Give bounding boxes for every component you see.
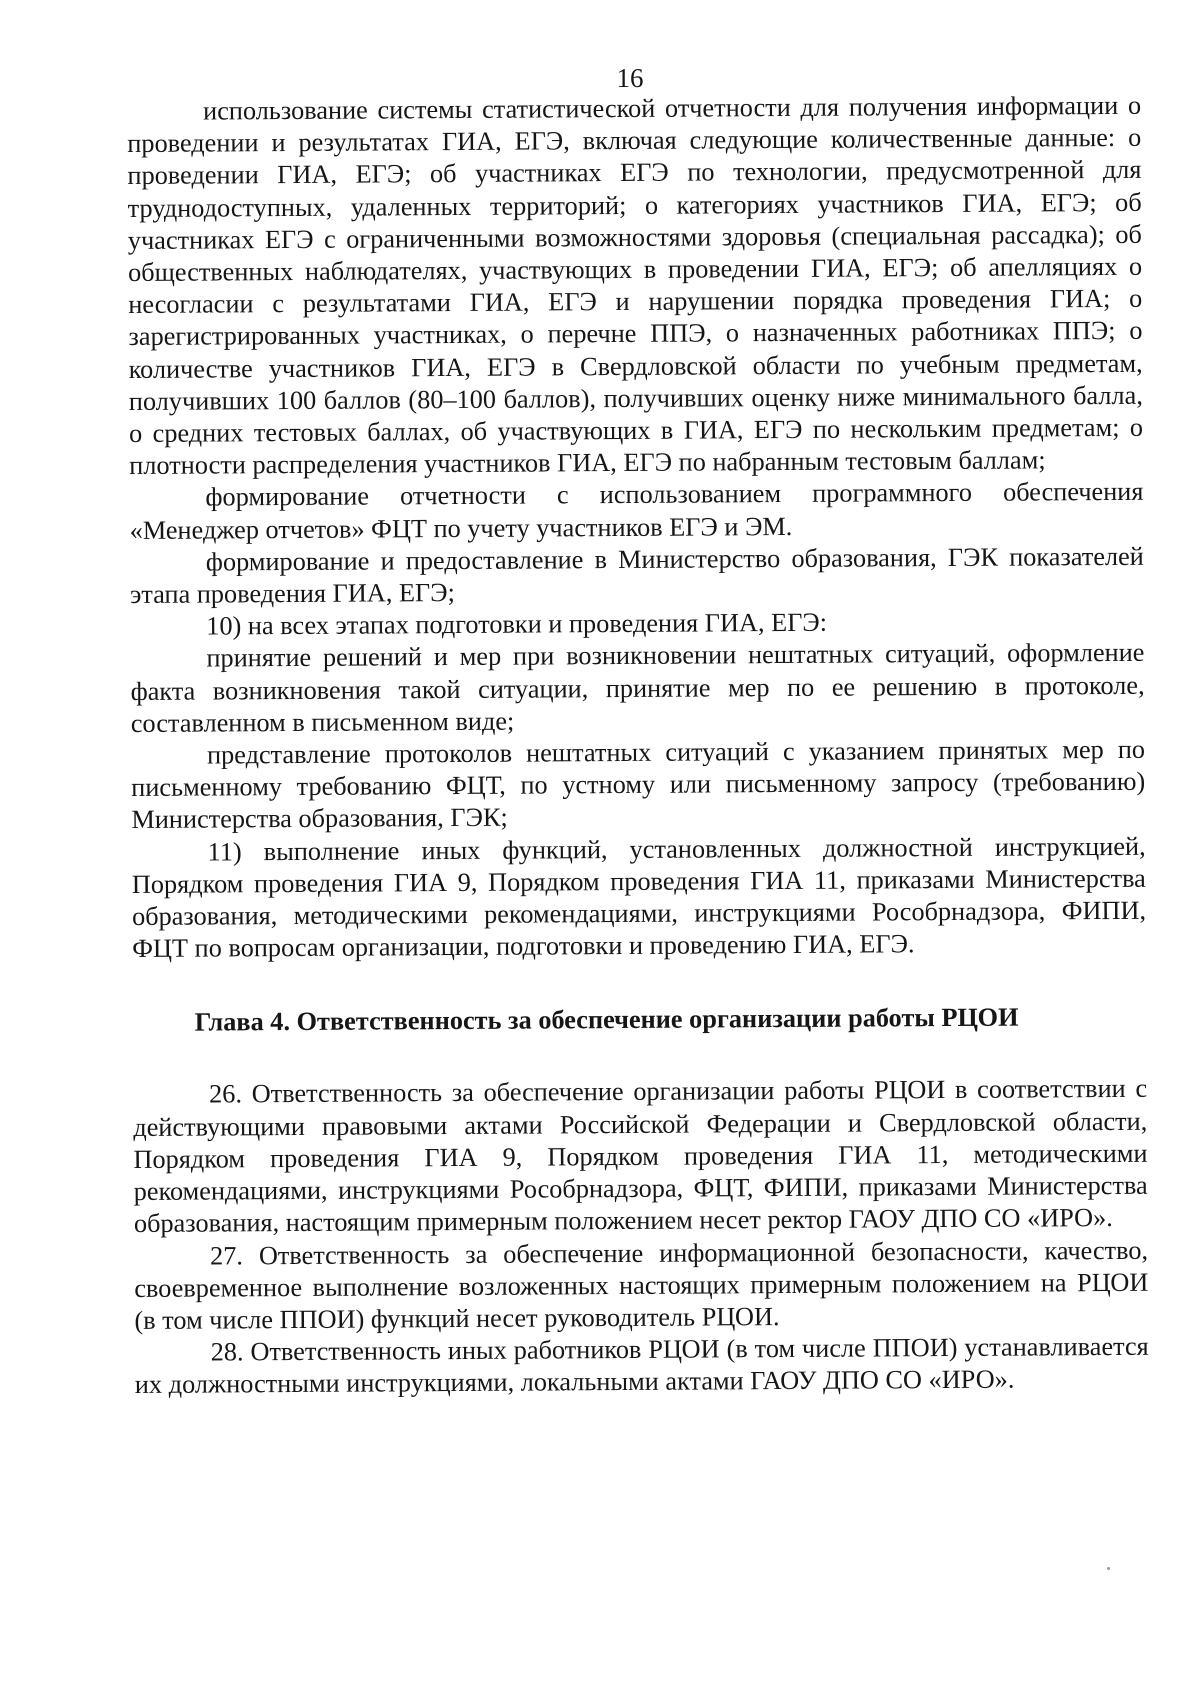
section-chapter-4 [133,1073,1149,1401]
scan-speck [1107,1567,1110,1570]
paragraph-emergency-protocols: представление протоколов нештатных ситуаций с указанием принятых мер по письменному требованию ФЦТ, по устному или письменному запросу (требованию) Министерства образования, ГЭК; [131,734,1146,835]
paragraph-statistical-reporting: использование системы статистической отчетности для получения информации о проведении и результатах ГИА, ЕГЭ, включая следующие количественные данные: о проведении ГИА, ЕГЭ; об участниках ЕГЭ по технологии, предусмотренной для труднодоступных, удаленных территорий; о категориях участников ГИА, ЕГЭ; об участниках ЕГЭ с ограниченными возможностями здоровья (специальная рассадка); об общественных наблюдателях, участвующих в проведении ГИА, ЕГЭ; об апелляциях о несогласии с результатами ГИА, ЕГЭ и нарушении порядка проведения ГИА; о зарегистрированных участниках, о перечне ППЭ, о назначенных работниках ППЭ; о количестве участников ГИА, ЕГЭ в Свердловской области по учебным предметам, получивших 100 баллов (80–100 баллов), получивших оценку ниже минимального балла, о средних тестовых баллах, об участвующих в ГИА, ЕГЭ по нескольким предметам; о плотности распределения участников ГИА, ЕГЭ по набранным тестовым баллам; [127,90,1144,481]
paragraph-item-28: 28. Ответственность иных работников РЦОИ (в том числе ППОИ) устанавливается их должностными инструкциями, локальными актами ГАОУ ДПО СО «ИРО». [134,1331,1149,1400]
document-body [127,90,1149,1402]
section-responsibilities-continued [127,90,1146,966]
paragraph-item-27: 27. Ответственность за обеспечение информационной безопасности, качество, своевременное выполнение возложенных настоящих примерным положением на РЦОИ (в том числе ППОИ) функций несет руководитель РЦОИ. [134,1235,1149,1335]
page-number: 16 [616,63,644,93]
paragraph-emergency-decisions: принятие решений и мер при возникновении нештатных ситуаций, оформление факта возникновения такой ситуации, принятие мер по ее решению в протоколе, составленном в письменном виде; [130,638,1145,738]
paragraph-report-manager: формирование отчетности с использованием программного обеспечения «Менеджер отчетов» ФЦТ по учету участников ЕГЭ и ЭМ. [129,477,1144,545]
paragraph-indicators-submission: формирование и предоставление в Министерство образования, ГЭК показателей этапа проведения ГИА, ЕГЭ; [129,541,1144,610]
paragraph-item-26: 26. Ответственность за обеспечение организации работы РЦОИ в соответствии с действующими правовыми актами Российской Федерации и Свердловской области, Порядком проведения ГИА 9, Порядком проведения ГИА 11, методическими рекомендациями, инструкциями Рособрнадзора, ФЦТ, ФИПИ, приказами Министерства образования, настоящим примерным положением несет ректор ГАОУ ДПО СО «ИРО». [133,1074,1148,1239]
chapter-heading: Глава 4. Ответственность за обеспечение организации работы РЦОИ [194,1003,1019,1038]
paragraph-item-11: 11) выполнение иных функций, установленных должностной инструкцией, Порядком проведения ГИА 9, Порядком проведения ГИА 11, приказами Министерства образования, методическими рекомендациями, инструкциями Рособрнадзора, ФИПИ, ФЦТ по вопросам организации, подготовки и проведению ГИА, ЕГЭ. [131,831,1147,964]
paragraph-item-10: 10) на всех этапах подготовки и проведения ГИА, ЕГЭ: [206,607,828,641]
